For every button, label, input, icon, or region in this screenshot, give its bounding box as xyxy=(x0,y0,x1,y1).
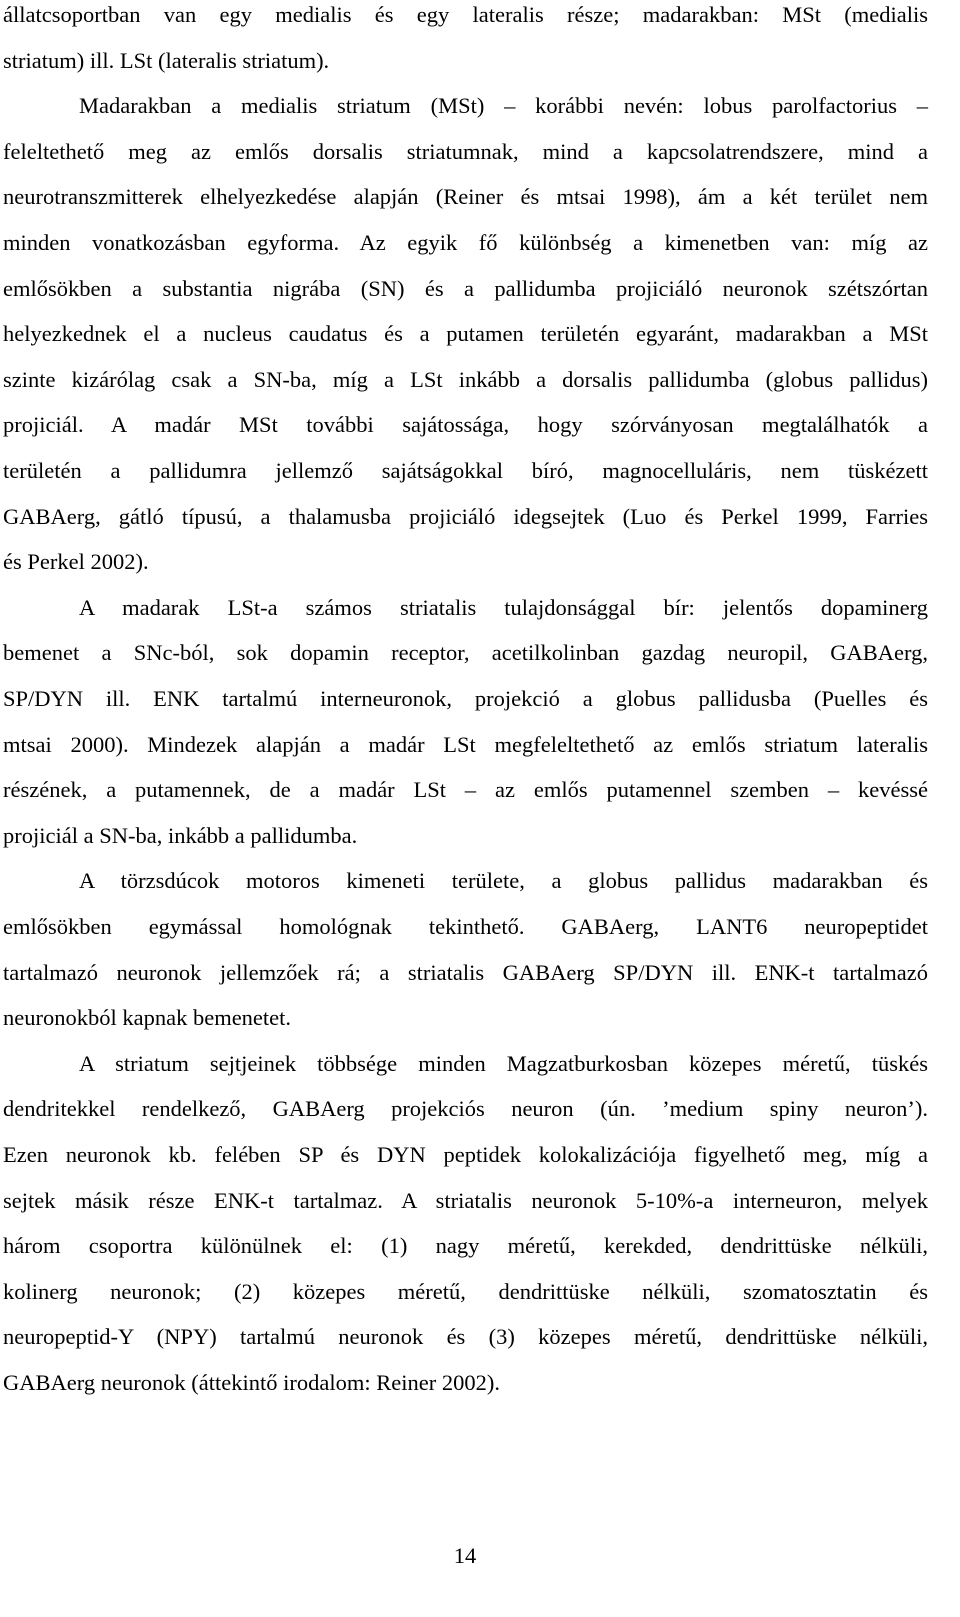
text-line: helyezkednek el a nucleus caudatus és a putamen területén egyaránt, madarakban a MSt xyxy=(3,321,928,347)
text-line: tartalmazó neuronok jellemzőek rá; a striatalis GABAerg SP/DYN ill. ENK-t tartalmazó xyxy=(3,959,928,985)
text-line: SP/DYN ill. ENK tartalmú interneuronok, projekció a globus pallidusba (Puelles és xyxy=(3,686,928,711)
text-line: neuropeptid-Y (NPY) tartalmú neuronok és (3) közepes méretű, dendrittüske nélküli, xyxy=(3,1324,928,1350)
text-line: neuronokból kapnak bemenetet. xyxy=(3,1005,292,1031)
text-line: projiciál a SN-ba, inkább a pallidumba. xyxy=(3,822,358,848)
text-line: részének, a putamennek, de a madár LSt – az emlős putamennel szemben – kevéssé xyxy=(3,777,928,803)
text-line: GABAerg neuronok (áttekintő irodalom: Reiner 2002). xyxy=(3,1370,500,1395)
text-line: szinte kizárólag csak a SN-ba, míg a LSt inkább a dorsalis pallidumba (globus pallidus) xyxy=(3,366,928,392)
text-line: GABAerg, gátló típusú, a thalamusba projiciáló idegsejtek (Luo és Perkel 1999, Farries xyxy=(3,503,928,529)
text-line: területén a pallidumra jellemző sajátságokkal bíró, magnocelluláris, nem tüskézett xyxy=(3,458,928,483)
text-line: projiciál. A madár MSt további sajátossága, hogy szórványosan megtalálhatók a xyxy=(3,412,928,438)
text-line: emlősökben egymással homológnak tekinthető. GABAerg, LANT6 neuropeptidet xyxy=(3,914,928,939)
text-line: emlősökben a substantia nigrába (SN) és a pallidumba projiciáló neuronok szétszórtan xyxy=(3,275,928,301)
text-line: sejtek másik része ENK-t tartalmaz. A striatalis neuronok 5-10%-a interneuron, melyek xyxy=(3,1187,928,1213)
text-line: dendritekkel rendelkező, GABAerg projekciós neuron (ún. ’medium spiny neuron’). xyxy=(3,1096,928,1122)
page-number: 14 xyxy=(453,1543,477,1568)
text-line: három csoportra különülnek el: (1) nagy méretű, kerekded, dendrittüske nélküli, xyxy=(3,1233,928,1259)
text-line: feleltethető meg az emlős dorsalis striatumnak, mind a kapcsolatrendszere, mind a xyxy=(3,138,928,164)
text-line: bemenet a SNc-ból, sok dopamin receptor, acetilkolinban gazdag neuropil, GABAerg, xyxy=(3,640,928,666)
text-line: Ezen neuronok kb. felében SP és DYN peptidek kolokalizációja figyelhető meg, míg a xyxy=(3,1142,928,1167)
text-line: Madarakban a medialis striatum (MSt) – korábbi nevén: lobus parolfactorius – xyxy=(79,93,928,119)
text-line: minden vonatkozásban egyforma. Az egyik fő különbség a kimenetben van: míg az xyxy=(3,230,928,255)
text-line: A madarak LSt-a számos striatalis tulajdonsággal bír: jelentős dopaminerg xyxy=(79,594,928,620)
text-line: kolinerg neuronok; (2) közepes méretű, dendrittüske nélküli, szomatosztatin és xyxy=(3,1278,928,1304)
text-line: mtsai 2000). Mindezek alapján a madár LSt megfeleltethető az emlős striatum lateralis xyxy=(3,731,928,757)
text-line: neurotranszmitterek elhelyezkedése alapján (Reiner és mtsai 1998), ám a két terület nem xyxy=(3,184,928,210)
text-line: A striatum sejtjeinek többsége minden Magzatburkosban közepes méretű, tüskés xyxy=(79,1050,928,1076)
text-line: A törzsdúcok motoros kimeneti területe, a globus pallidus madarakban és xyxy=(79,868,928,894)
text-line: és Perkel 2002). xyxy=(3,549,149,575)
text-line: állatcsoportban van egy medialis és egy lateralis része; madarakban: MSt (medialis xyxy=(3,2,928,27)
text-line: striatum) ill. LSt (lateralis striatum). xyxy=(3,47,330,73)
